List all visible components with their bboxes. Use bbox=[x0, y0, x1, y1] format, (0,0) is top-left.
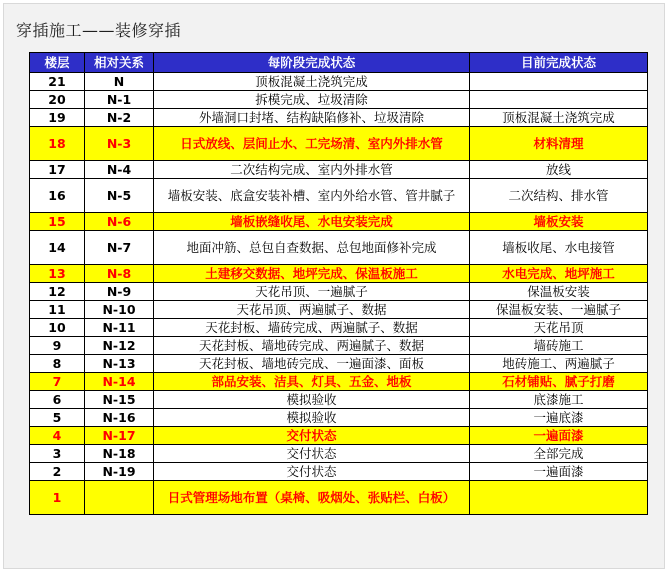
table-row bbox=[30, 427, 648, 445]
floor-cell: 9 bbox=[30, 337, 85, 355]
stage-status-cell: 日式放线、层间止水、工完场清、室内外排水管 bbox=[154, 127, 470, 161]
table-row bbox=[30, 373, 648, 391]
stage-status-cell: 墙板嵌缝收尾、水电安装完成 bbox=[154, 213, 470, 231]
relation-cell: N-7 bbox=[85, 231, 154, 265]
current-status-cell: 石材铺贴、腻子打磨 bbox=[470, 373, 648, 391]
current-status-cell: 一遍面漆 bbox=[470, 463, 648, 481]
floor-cell: 14 bbox=[30, 231, 85, 265]
table-row bbox=[30, 161, 648, 179]
current-status-cell: 墙板安装 bbox=[470, 213, 648, 231]
table-row bbox=[30, 481, 648, 515]
table-row bbox=[30, 463, 648, 481]
relation-cell: N-10 bbox=[85, 301, 154, 319]
relation-cell bbox=[85, 481, 154, 515]
stage-status-cell: 墙板安装、底盒安装补槽、室内外给水管、管井腻子 bbox=[154, 179, 470, 213]
floor-cell: 11 bbox=[30, 301, 85, 319]
relation-cell: N-19 bbox=[85, 463, 154, 481]
floor-cell: 18 bbox=[30, 127, 85, 161]
stage-status-cell: 天花封板、墙地砖完成、一遍面漆、面板 bbox=[154, 355, 470, 373]
relation-cell: N-18 bbox=[85, 445, 154, 463]
floor-cell: 21 bbox=[30, 73, 85, 91]
table-row bbox=[30, 179, 648, 213]
table-row bbox=[30, 213, 648, 231]
relation-cell: N-2 bbox=[85, 109, 154, 127]
table-row bbox=[30, 73, 648, 91]
table-row bbox=[30, 445, 648, 463]
stage-status-cell: 交付状态 bbox=[154, 445, 470, 463]
table-row bbox=[30, 319, 648, 337]
stage-status-cell: 顶板混凝土浇筑完成 bbox=[154, 73, 470, 91]
stage-status-cell: 天花封板、墙地砖完成、两遍腻子、数据 bbox=[154, 337, 470, 355]
current-status-cell bbox=[470, 91, 648, 109]
stage-status-cell: 外墙洞口封堵、结构缺陷修补、垃圾清除 bbox=[154, 109, 470, 127]
current-status-cell bbox=[470, 481, 648, 515]
table-row bbox=[30, 91, 648, 109]
table-row bbox=[30, 391, 648, 409]
slide-frame bbox=[3, 3, 665, 569]
current-status-cell: 二次结构、排水管 bbox=[470, 179, 648, 213]
floor-cell: 19 bbox=[30, 109, 85, 127]
floor-cell: 16 bbox=[30, 179, 85, 213]
floor-cell: 17 bbox=[30, 161, 85, 179]
table-row bbox=[30, 283, 648, 301]
relation-cell: N bbox=[85, 73, 154, 91]
current-status-cell: 墙砖施工 bbox=[470, 337, 648, 355]
stage-status-cell: 日式管理场地布置（桌椅、吸烟处、张贴栏、白板） bbox=[154, 481, 470, 515]
stage-status-cell: 二次结构完成、室内外排水管 bbox=[154, 161, 470, 179]
stage-status-cell: 天花吊顶、一遍腻子 bbox=[154, 283, 470, 301]
stage-status-cell: 天花吊顶、两遍腻子、数据 bbox=[154, 301, 470, 319]
relation-cell: N-12 bbox=[85, 337, 154, 355]
table-row bbox=[30, 409, 648, 427]
table-row bbox=[30, 355, 648, 373]
floor-cell: 12 bbox=[30, 283, 85, 301]
relation-cell: N-8 bbox=[85, 265, 154, 283]
relation-cell: N-14 bbox=[85, 373, 154, 391]
current-status-cell: 地砖施工、两遍腻子 bbox=[470, 355, 648, 373]
current-status-cell: 水电完成、地坪施工 bbox=[470, 265, 648, 283]
table-row bbox=[30, 109, 648, 127]
stage-status-cell: 模拟验收 bbox=[154, 391, 470, 409]
current-status-cell: 保温板安装 bbox=[470, 283, 648, 301]
relation-cell: N-11 bbox=[85, 319, 154, 337]
page-title: 穿插施工——装修穿插 bbox=[16, 21, 182, 40]
floor-cell: 8 bbox=[30, 355, 85, 373]
stage-status-cell: 交付状态 bbox=[154, 427, 470, 445]
relation-cell: N-9 bbox=[85, 283, 154, 301]
current-status-cell: 一遍底漆 bbox=[470, 409, 648, 427]
floor-cell: 20 bbox=[30, 91, 85, 109]
current-status-cell: 墙板收尾、水电接管 bbox=[470, 231, 648, 265]
floor-cell: 3 bbox=[30, 445, 85, 463]
header-relation: 相对关系 bbox=[85, 53, 154, 73]
relation-cell: N-13 bbox=[85, 355, 154, 373]
floor-cell: 10 bbox=[30, 319, 85, 337]
table-row bbox=[30, 127, 648, 161]
current-status-cell: 天花吊顶 bbox=[470, 319, 648, 337]
table-row bbox=[30, 265, 648, 283]
floor-cell: 2 bbox=[30, 463, 85, 481]
stage-status-cell: 地面冲筋、总包自查数据、总包地面修补完成 bbox=[154, 231, 470, 265]
current-status-cell: 顶板混凝土浇筑完成 bbox=[470, 109, 648, 127]
relation-cell: N-15 bbox=[85, 391, 154, 409]
floor-cell: 1 bbox=[30, 481, 85, 515]
table-header-row bbox=[30, 53, 648, 73]
stage-status-cell: 土建移交数据、地坪完成、保温板施工 bbox=[154, 265, 470, 283]
progress-table bbox=[29, 52, 648, 515]
stage-status-cell: 模拟验收 bbox=[154, 409, 470, 427]
table-row bbox=[30, 301, 648, 319]
current-status-cell: 底漆施工 bbox=[470, 391, 648, 409]
stage-status-cell: 部品安装、洁具、灯具、五金、地板 bbox=[154, 373, 470, 391]
relation-cell: N-1 bbox=[85, 91, 154, 109]
current-status-cell bbox=[470, 73, 648, 91]
relation-cell: N-5 bbox=[85, 179, 154, 213]
floor-cell: 15 bbox=[30, 213, 85, 231]
floor-cell: 5 bbox=[30, 409, 85, 427]
table-row bbox=[30, 337, 648, 355]
relation-cell: N-17 bbox=[85, 427, 154, 445]
stage-status-cell: 交付状态 bbox=[154, 463, 470, 481]
relation-cell: N-4 bbox=[85, 161, 154, 179]
header-current-status: 目前完成状态 bbox=[470, 53, 648, 73]
floor-cell: 13 bbox=[30, 265, 85, 283]
current-status-cell: 放线 bbox=[470, 161, 648, 179]
floor-cell: 6 bbox=[30, 391, 85, 409]
relation-cell: N-16 bbox=[85, 409, 154, 427]
relation-cell: N-6 bbox=[85, 213, 154, 231]
stage-status-cell: 拆模完成、垃圾清除 bbox=[154, 91, 470, 109]
floor-cell: 7 bbox=[30, 373, 85, 391]
header-floor: 楼层 bbox=[30, 53, 85, 73]
current-status-cell: 一遍面漆 bbox=[470, 427, 648, 445]
header-stage-status: 每阶段完成状态 bbox=[154, 53, 470, 73]
floor-cell: 4 bbox=[30, 427, 85, 445]
stage-status-cell: 天花封板、墙砖完成、两遍腻子、数据 bbox=[154, 319, 470, 337]
relation-cell: N-3 bbox=[85, 127, 154, 161]
current-status-cell: 材料清理 bbox=[470, 127, 648, 161]
current-status-cell: 保温板安装、一遍腻子 bbox=[470, 301, 648, 319]
table-row bbox=[30, 231, 648, 265]
current-status-cell: 全部完成 bbox=[470, 445, 648, 463]
